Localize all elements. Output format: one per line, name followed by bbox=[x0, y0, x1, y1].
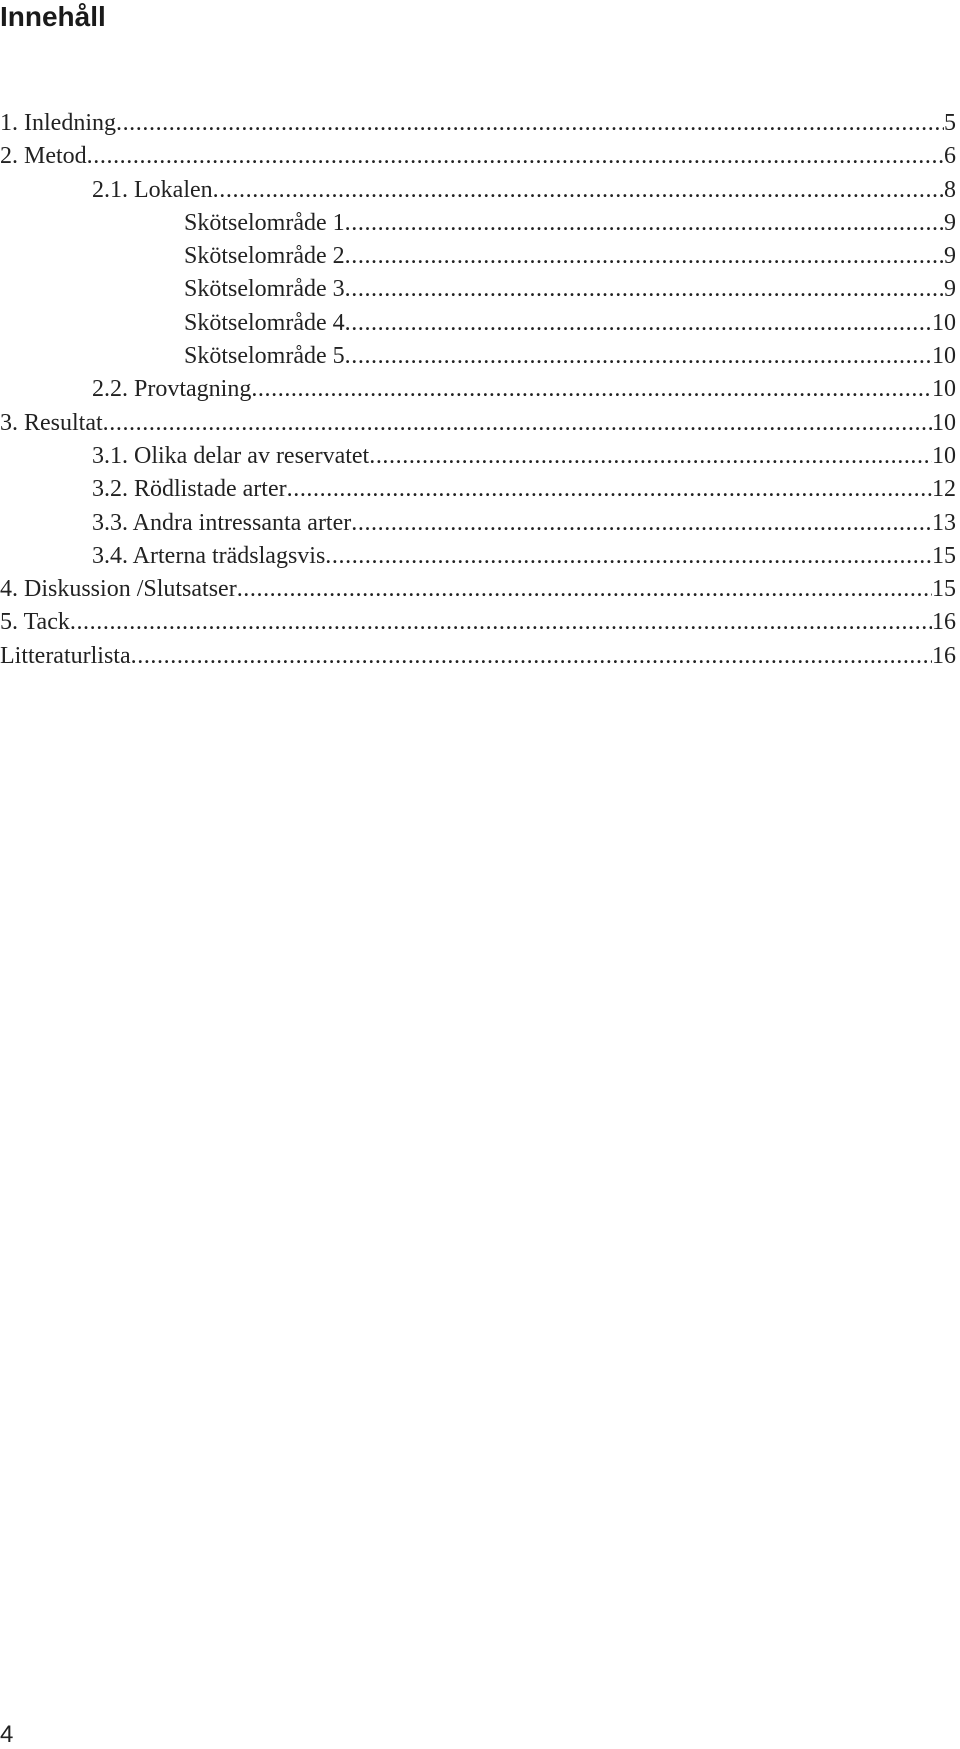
toc-entry[interactable] bbox=[0, 207, 956, 240]
table-of-contents bbox=[0, 107, 956, 673]
toc-dot-leader bbox=[131, 640, 932, 673]
toc-entry-page: 16 bbox=[932, 609, 956, 636]
toc-entry[interactable] bbox=[0, 507, 956, 540]
toc-entry-page: 13 bbox=[932, 509, 956, 536]
toc-entry[interactable] bbox=[0, 540, 956, 573]
toc-dot-leader bbox=[287, 473, 932, 506]
toc-dot-leader bbox=[351, 507, 932, 540]
toc-dot-leader bbox=[213, 174, 944, 207]
toc-entry-page: 12 bbox=[932, 476, 956, 503]
toc-dot-leader bbox=[345, 240, 944, 273]
toc-entry-page: 10 bbox=[932, 343, 956, 370]
toc-entry-text: Litteraturlista bbox=[0, 642, 131, 669]
toc-entry-text: 3.3. Andra intressanta arter bbox=[92, 509, 352, 536]
toc-dot-leader bbox=[237, 573, 932, 606]
toc-entry-page: 15 bbox=[932, 576, 956, 603]
toc-entry-text: 3.4. Arterna trädslagsvis bbox=[92, 542, 326, 569]
toc-entry-page: 10 bbox=[932, 442, 956, 469]
toc-entry[interactable] bbox=[0, 373, 956, 406]
toc-entry-text: 5. Tack bbox=[0, 609, 70, 636]
toc-entry[interactable] bbox=[0, 140, 956, 173]
toc-entry-text: 2. Metod bbox=[0, 143, 87, 170]
toc-entry-page: 10 bbox=[932, 309, 956, 336]
toc-dot-leader bbox=[325, 540, 932, 573]
toc-entry-text: Skötselområde 1 bbox=[184, 209, 345, 236]
toc-entry-text: Skötselområde 2 bbox=[184, 243, 345, 270]
toc-entry-page: 9 bbox=[944, 209, 956, 236]
toc-entry[interactable] bbox=[0, 307, 956, 340]
toc-entry-text: Skötselområde 4 bbox=[184, 309, 345, 336]
toc-entry-text: 2.1. Lokalen bbox=[92, 176, 213, 203]
toc-entry-text: 3.1. Olika delar av reservatet bbox=[92, 442, 370, 469]
toc-entry-text: 1. Inledning bbox=[0, 110, 116, 136]
toc-dot-leader bbox=[87, 140, 944, 173]
toc-dot-leader bbox=[345, 207, 944, 240]
toc-dot-leader bbox=[103, 407, 932, 440]
toc-entry[interactable] bbox=[0, 606, 956, 639]
toc-dot-leader bbox=[369, 440, 932, 473]
page-number: 4 bbox=[0, 1721, 14, 1748]
toc-entry-text: 3.2. Rödlistade arter bbox=[92, 476, 287, 503]
toc-entry-page: 10 bbox=[932, 409, 956, 436]
toc-entry-text: Skötselområde 5 bbox=[184, 343, 345, 370]
toc-entry[interactable] bbox=[0, 273, 956, 306]
toc-entry-text: 4. Diskussion /Slutsatser bbox=[0, 576, 237, 603]
toc-entry-page: 5 bbox=[944, 110, 956, 136]
toc-entry-page: 10 bbox=[932, 376, 956, 403]
toc-entry-page: 16 bbox=[932, 642, 956, 669]
toc-entry-page: 8 bbox=[944, 176, 956, 203]
toc-entry[interactable] bbox=[0, 473, 956, 506]
toc-entry[interactable] bbox=[0, 640, 956, 673]
toc-dot-leader bbox=[70, 606, 932, 639]
toc-entry-page: 9 bbox=[944, 243, 956, 270]
toc-entry[interactable] bbox=[0, 240, 956, 273]
toc-entry[interactable] bbox=[0, 340, 956, 373]
toc-entry[interactable] bbox=[0, 407, 956, 440]
page-title: Innehåll bbox=[0, 1, 106, 32]
toc-dot-leader bbox=[116, 107, 944, 140]
toc-dot-leader bbox=[345, 340, 932, 373]
toc-entry[interactable] bbox=[0, 573, 956, 606]
toc-dot-leader bbox=[345, 307, 932, 340]
toc-entry-page: 9 bbox=[944, 276, 956, 303]
toc-entry-text: 3. Resultat bbox=[0, 409, 103, 436]
toc-entry-page: 15 bbox=[932, 542, 956, 569]
toc-dot-leader bbox=[345, 273, 944, 306]
toc-entry[interactable] bbox=[0, 107, 956, 140]
toc-entry-page: 6 bbox=[944, 143, 956, 170]
toc-entry-text: 2.2. Provtagning bbox=[92, 376, 252, 403]
toc-entry[interactable] bbox=[0, 174, 956, 207]
toc-entry[interactable] bbox=[0, 440, 956, 473]
toc-dot-leader bbox=[251, 373, 932, 406]
toc-entry-text: Skötselområde 3 bbox=[184, 276, 345, 303]
